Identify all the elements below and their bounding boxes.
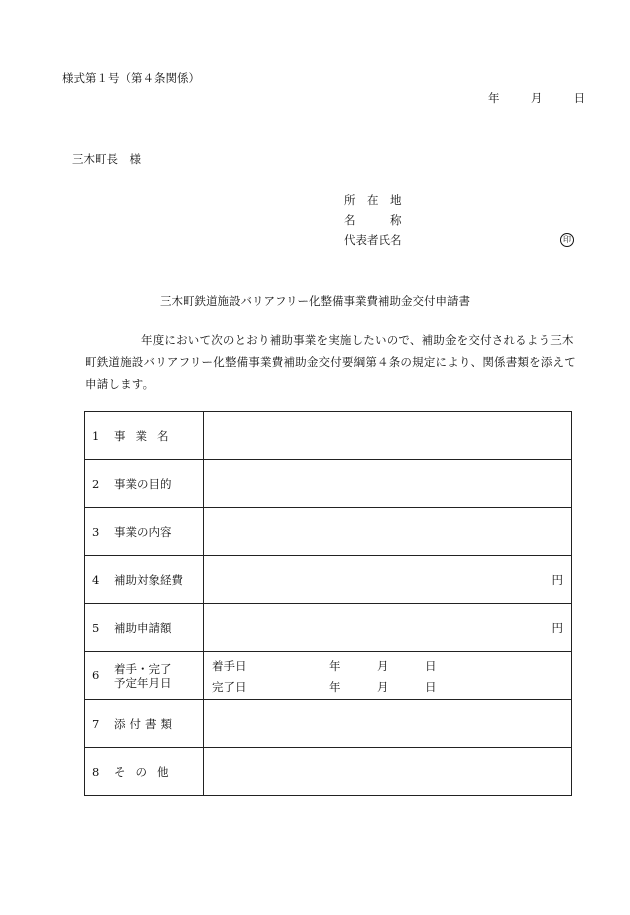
item-number: 5 bbox=[92, 620, 100, 635]
item-label-line2: 予定年月日 bbox=[114, 675, 172, 690]
start-date-row bbox=[212, 658, 247, 674]
item-number: 8 bbox=[92, 764, 100, 779]
item-number: 3 bbox=[92, 524, 100, 539]
end-date-row bbox=[212, 679, 247, 695]
schedule-field[interactable] bbox=[204, 652, 572, 700]
yen-unit: 円 bbox=[551, 572, 563, 587]
application-items-table bbox=[84, 411, 572, 796]
table-row bbox=[85, 604, 572, 652]
start-year-unit: 年 bbox=[329, 659, 341, 673]
item-label: 事業の内容 bbox=[114, 524, 172, 539]
date-day: 日 bbox=[573, 91, 586, 105]
document-title: 三木町鉄道施設バリアフリー化整備事業費補助金交付申請書 bbox=[159, 294, 471, 308]
item-label: その他 bbox=[114, 764, 179, 779]
seal-icon: 印 bbox=[560, 233, 574, 247]
item-label-line1: 着手・完了 bbox=[114, 661, 172, 676]
item-label: 補助対象経費 bbox=[114, 572, 183, 587]
end-day-unit: 日 bbox=[425, 680, 437, 694]
start-day-unit: 日 bbox=[425, 659, 437, 673]
yen-unit: 円 bbox=[551, 620, 563, 635]
address-label: 所 在 地 bbox=[344, 193, 402, 207]
start-month-unit: 月 bbox=[377, 659, 389, 673]
item-number: 7 bbox=[92, 716, 100, 731]
addressee: 三木町長 様 bbox=[72, 152, 141, 166]
requested-amount-field[interactable] bbox=[204, 604, 572, 652]
representative-label: 代表者氏名 bbox=[344, 233, 402, 247]
item-label: 補助申請額 bbox=[114, 620, 172, 635]
item-label: 添付書類 bbox=[114, 716, 176, 731]
date-year: 年 bbox=[488, 91, 500, 105]
attachments-field[interactable] bbox=[204, 700, 572, 748]
item-number: 1 bbox=[92, 428, 100, 443]
table-row bbox=[85, 748, 572, 796]
application-body-text: 年度において次のとおり補助事業を実施したいので、補助金を交付されるよう三木町鉄道施設バリアフリー化整備事業費補助金交付要綱第４条の規定により、関係書類を添えて申請します。 bbox=[85, 333, 576, 391]
end-year-unit: 年 bbox=[329, 680, 341, 694]
item-number: 4 bbox=[92, 572, 100, 587]
end-month-unit: 月 bbox=[377, 680, 389, 694]
form-number: 様式第１号（第４条関係） bbox=[62, 71, 200, 85]
end-label: 完了日 bbox=[212, 680, 247, 694]
applicant-block bbox=[344, 190, 574, 250]
project-purpose-field[interactable] bbox=[204, 460, 572, 508]
representative-row bbox=[344, 230, 574, 250]
item-label: 事業の目的 bbox=[114, 476, 172, 491]
eligible-cost-field[interactable] bbox=[204, 556, 572, 604]
item-label: 事業名 bbox=[114, 428, 179, 443]
table-row bbox=[85, 652, 572, 700]
project-content-field[interactable] bbox=[204, 508, 572, 556]
table-row bbox=[85, 508, 572, 556]
table-row bbox=[85, 412, 572, 460]
name-label: 名 称 bbox=[344, 213, 402, 227]
item-number: 2 bbox=[92, 476, 100, 491]
application-date bbox=[488, 90, 585, 106]
item-number: 6 bbox=[92, 667, 100, 682]
project-name-field[interactable] bbox=[204, 412, 572, 460]
start-label: 着手日 bbox=[212, 659, 247, 673]
table-row bbox=[85, 556, 572, 604]
date-month: 月 bbox=[530, 91, 543, 105]
table-row bbox=[85, 700, 572, 748]
table-row bbox=[85, 460, 572, 508]
other-field[interactable] bbox=[204, 748, 572, 796]
